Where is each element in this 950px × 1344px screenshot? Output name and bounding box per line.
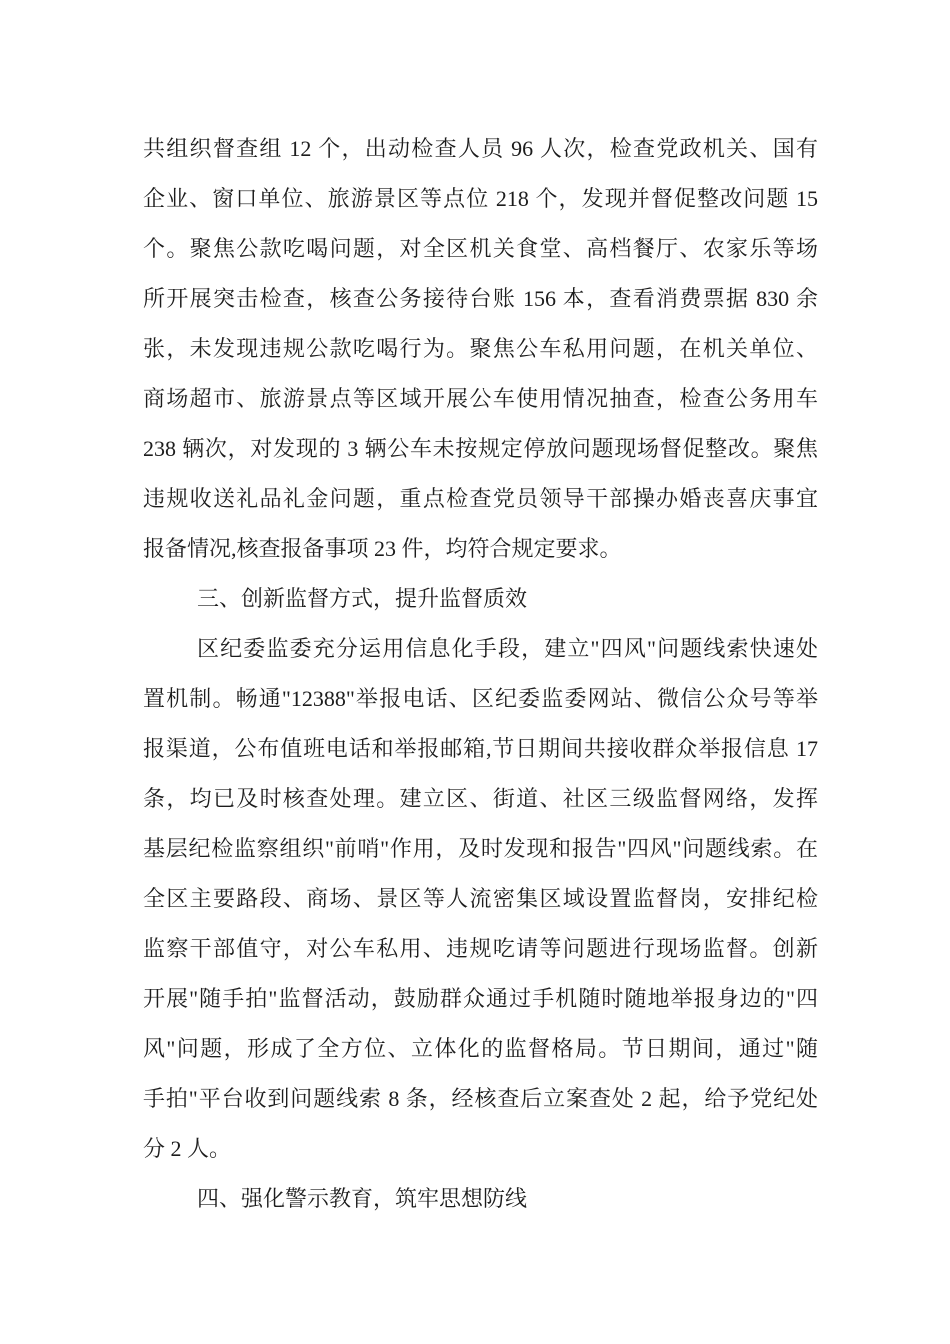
text-line: 238 辆次，对发现的 3 辆公车未按规定停放问题现场督促整改。聚焦: [143, 436, 818, 461]
text-line: 违规收送礼品礼金问题，重点检查党员领导干部操办婚丧喜庆事宜: [143, 486, 818, 511]
text-block: [143, 124, 818, 1224]
text-line: 全区主要路段、商场、景区等人流密集区域设置监督岗，安排纪检: [143, 886, 818, 911]
section-heading-line: 三、创新监督方式，提升监督质效: [197, 586, 528, 611]
text-line: 所开展突击检查，核查公务接待台账 156 本，查看消费票据 830 余: [143, 286, 818, 311]
text-line: 置机制。畅通"12388"举报电话、区纪委监委网站、微信公众号等举: [143, 686, 818, 711]
text-line: 企业、窗口单位、旅游景区等点位 218 个，发现并督促整改问题 15: [143, 186, 818, 211]
text-line: 张，未发现违规公款吃喝行为。聚焦公车私用问题，在机关单位、: [143, 336, 818, 361]
text-line: 手拍"平台收到问题线索 8 条，经核查后立案查处 2 起，给予党纪处: [143, 1086, 818, 1111]
section-heading-line: 四、强化警示教育，筑牢思想防线: [197, 1186, 528, 1211]
text-line: 分 2 人。: [143, 1136, 232, 1161]
text-line: 开展"随手拍"监督活动，鼓励群众通过手机随时随地举报身边的"四: [143, 986, 818, 1011]
text-line: 商场超市、旅游景点等区域开展公车使用情况抽查，检查公务用车: [143, 386, 818, 411]
text-line: 个。聚焦公款吃喝问题，对全区机关食堂、高档餐厅、农家乐等场: [143, 236, 818, 261]
text-line: 条，均已及时核查处理。建立区、街道、社区三级监督网络，发挥: [143, 786, 818, 811]
text-line: 区纪委监委充分运用信息化手段，建立"四风"问题线索快速处: [197, 636, 818, 661]
text-line: 报渠道，公布值班电话和举报邮箱,节日期间共接收群众举报信息 17: [143, 736, 818, 761]
text-line: 报备情况,核查报备事项 23 件，均符合规定要求。: [143, 536, 622, 561]
text-line: 基层纪检监察组织"前哨"作用，及时发现和报告"四风"问题线索。在: [143, 836, 818, 861]
text-line: 风"问题，形成了全方位、立体化的监督格局。节日期间，通过"随: [143, 1036, 818, 1061]
text-line: 监察干部值守，对公车私用、违规吃请等问题进行现场监督。创新: [143, 936, 818, 961]
text-line: 共组织督查组 12 个，出动检查人员 96 人次，检查党政机关、国有: [143, 136, 818, 161]
